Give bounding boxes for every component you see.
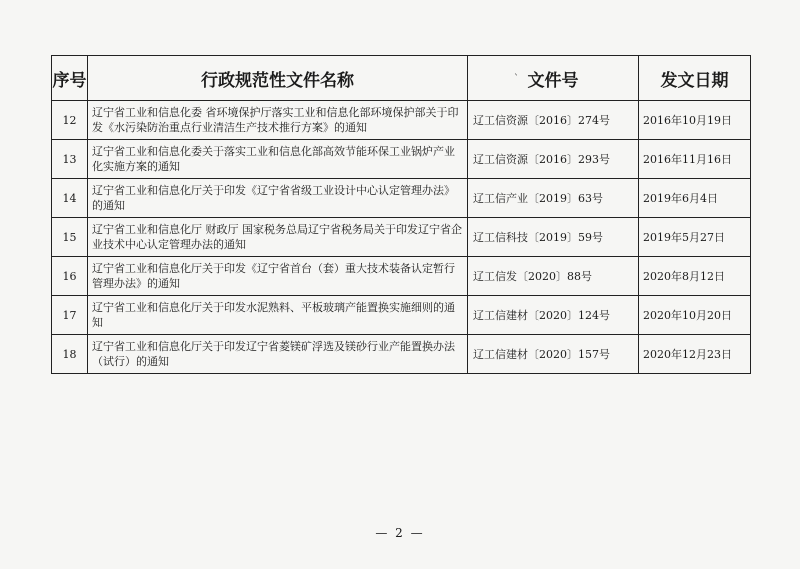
- row-issue-date: 2016年11月16日: [639, 140, 751, 179]
- table-row: [52, 179, 751, 218]
- row-document-name: 辽宁省工业和信息化厅关于印发辽宁省菱镁矿浮选及镁砂行业产能置换办法（试行）的通知: [88, 335, 468, 374]
- row-document-name: 辽宁省工业和信息化厅关于印发《辽宁省首台（套）重大技术装备认定暂行管理办法》的通知: [88, 257, 468, 296]
- row-issue-date: 2019年5月27日: [639, 218, 751, 257]
- row-number: 13: [52, 140, 88, 179]
- table-row: [52, 218, 751, 257]
- normative-documents-table: [51, 55, 751, 374]
- header-date: 发文日期: [639, 56, 751, 101]
- table-row: [52, 257, 751, 296]
- row-document-number: 辽工信资源〔2016〕293号: [468, 140, 639, 179]
- row-document-number: 辽工信资源〔2016〕274号: [468, 101, 639, 140]
- row-document-number: 辽工信建材〔2020〕157号: [468, 335, 639, 374]
- row-document-number: 辽工信产业〔2019〕63号: [468, 179, 639, 218]
- table-row: [52, 335, 751, 374]
- table-header-row: [52, 56, 751, 101]
- row-issue-date: 2019年6月4日: [639, 179, 751, 218]
- header-name: 行政规范性文件名称: [88, 56, 468, 101]
- row-document-name: 辽宁省工业和信息化厅 财政厅 国家税务总局辽宁省税务局关于印发辽宁省企业技术中心认定管理办法的通知: [88, 218, 468, 257]
- row-number: 14: [52, 179, 88, 218]
- table-row: [52, 140, 751, 179]
- row-document-name: 辽宁省工业和信息化委关于落实工业和信息化部高效节能环保工业锅炉产业化实施方案的通知: [88, 140, 468, 179]
- row-number: 17: [52, 296, 88, 335]
- row-issue-date: 2020年10月20日: [639, 296, 751, 335]
- row-number: 12: [52, 101, 88, 140]
- page-number: — 2 —: [375, 526, 425, 540]
- row-document-name: 辽宁省工业和信息化厅关于印发水泥熟料、平板玻璃产能置换实施细则的通知: [88, 296, 468, 335]
- row-document-number: 辽工信科技〔2019〕59号: [468, 218, 639, 257]
- row-issue-date: 2020年12月23日: [639, 335, 751, 374]
- table-row: [52, 296, 751, 335]
- table-row: [52, 101, 751, 140]
- stray-mark: ˋ: [514, 74, 519, 85]
- row-number: 16: [52, 257, 88, 296]
- header-doc-no: 文件号: [468, 56, 639, 101]
- row-number: 15: [52, 218, 88, 257]
- row-document-name: 辽宁省工业和信息化厅关于印发《辽宁省省级工业设计中心认定管理办法》的通知: [88, 179, 468, 218]
- header-number: 序号: [52, 56, 88, 101]
- row-document-number: 辽工信建材〔2020〕124号: [468, 296, 639, 335]
- row-document-name: 辽宁省工业和信息化委 省环境保护厅落实工业和信息化部环境保护部关于印发《水污染防治重点行业清洁生产技术推行方案》的通知: [88, 101, 468, 140]
- row-document-number: 辽工信发〔2020〕88号: [468, 257, 639, 296]
- row-issue-date: 2016年10月19日: [639, 101, 751, 140]
- row-issue-date: 2020年8月12日: [639, 257, 751, 296]
- row-number: 18: [52, 335, 88, 374]
